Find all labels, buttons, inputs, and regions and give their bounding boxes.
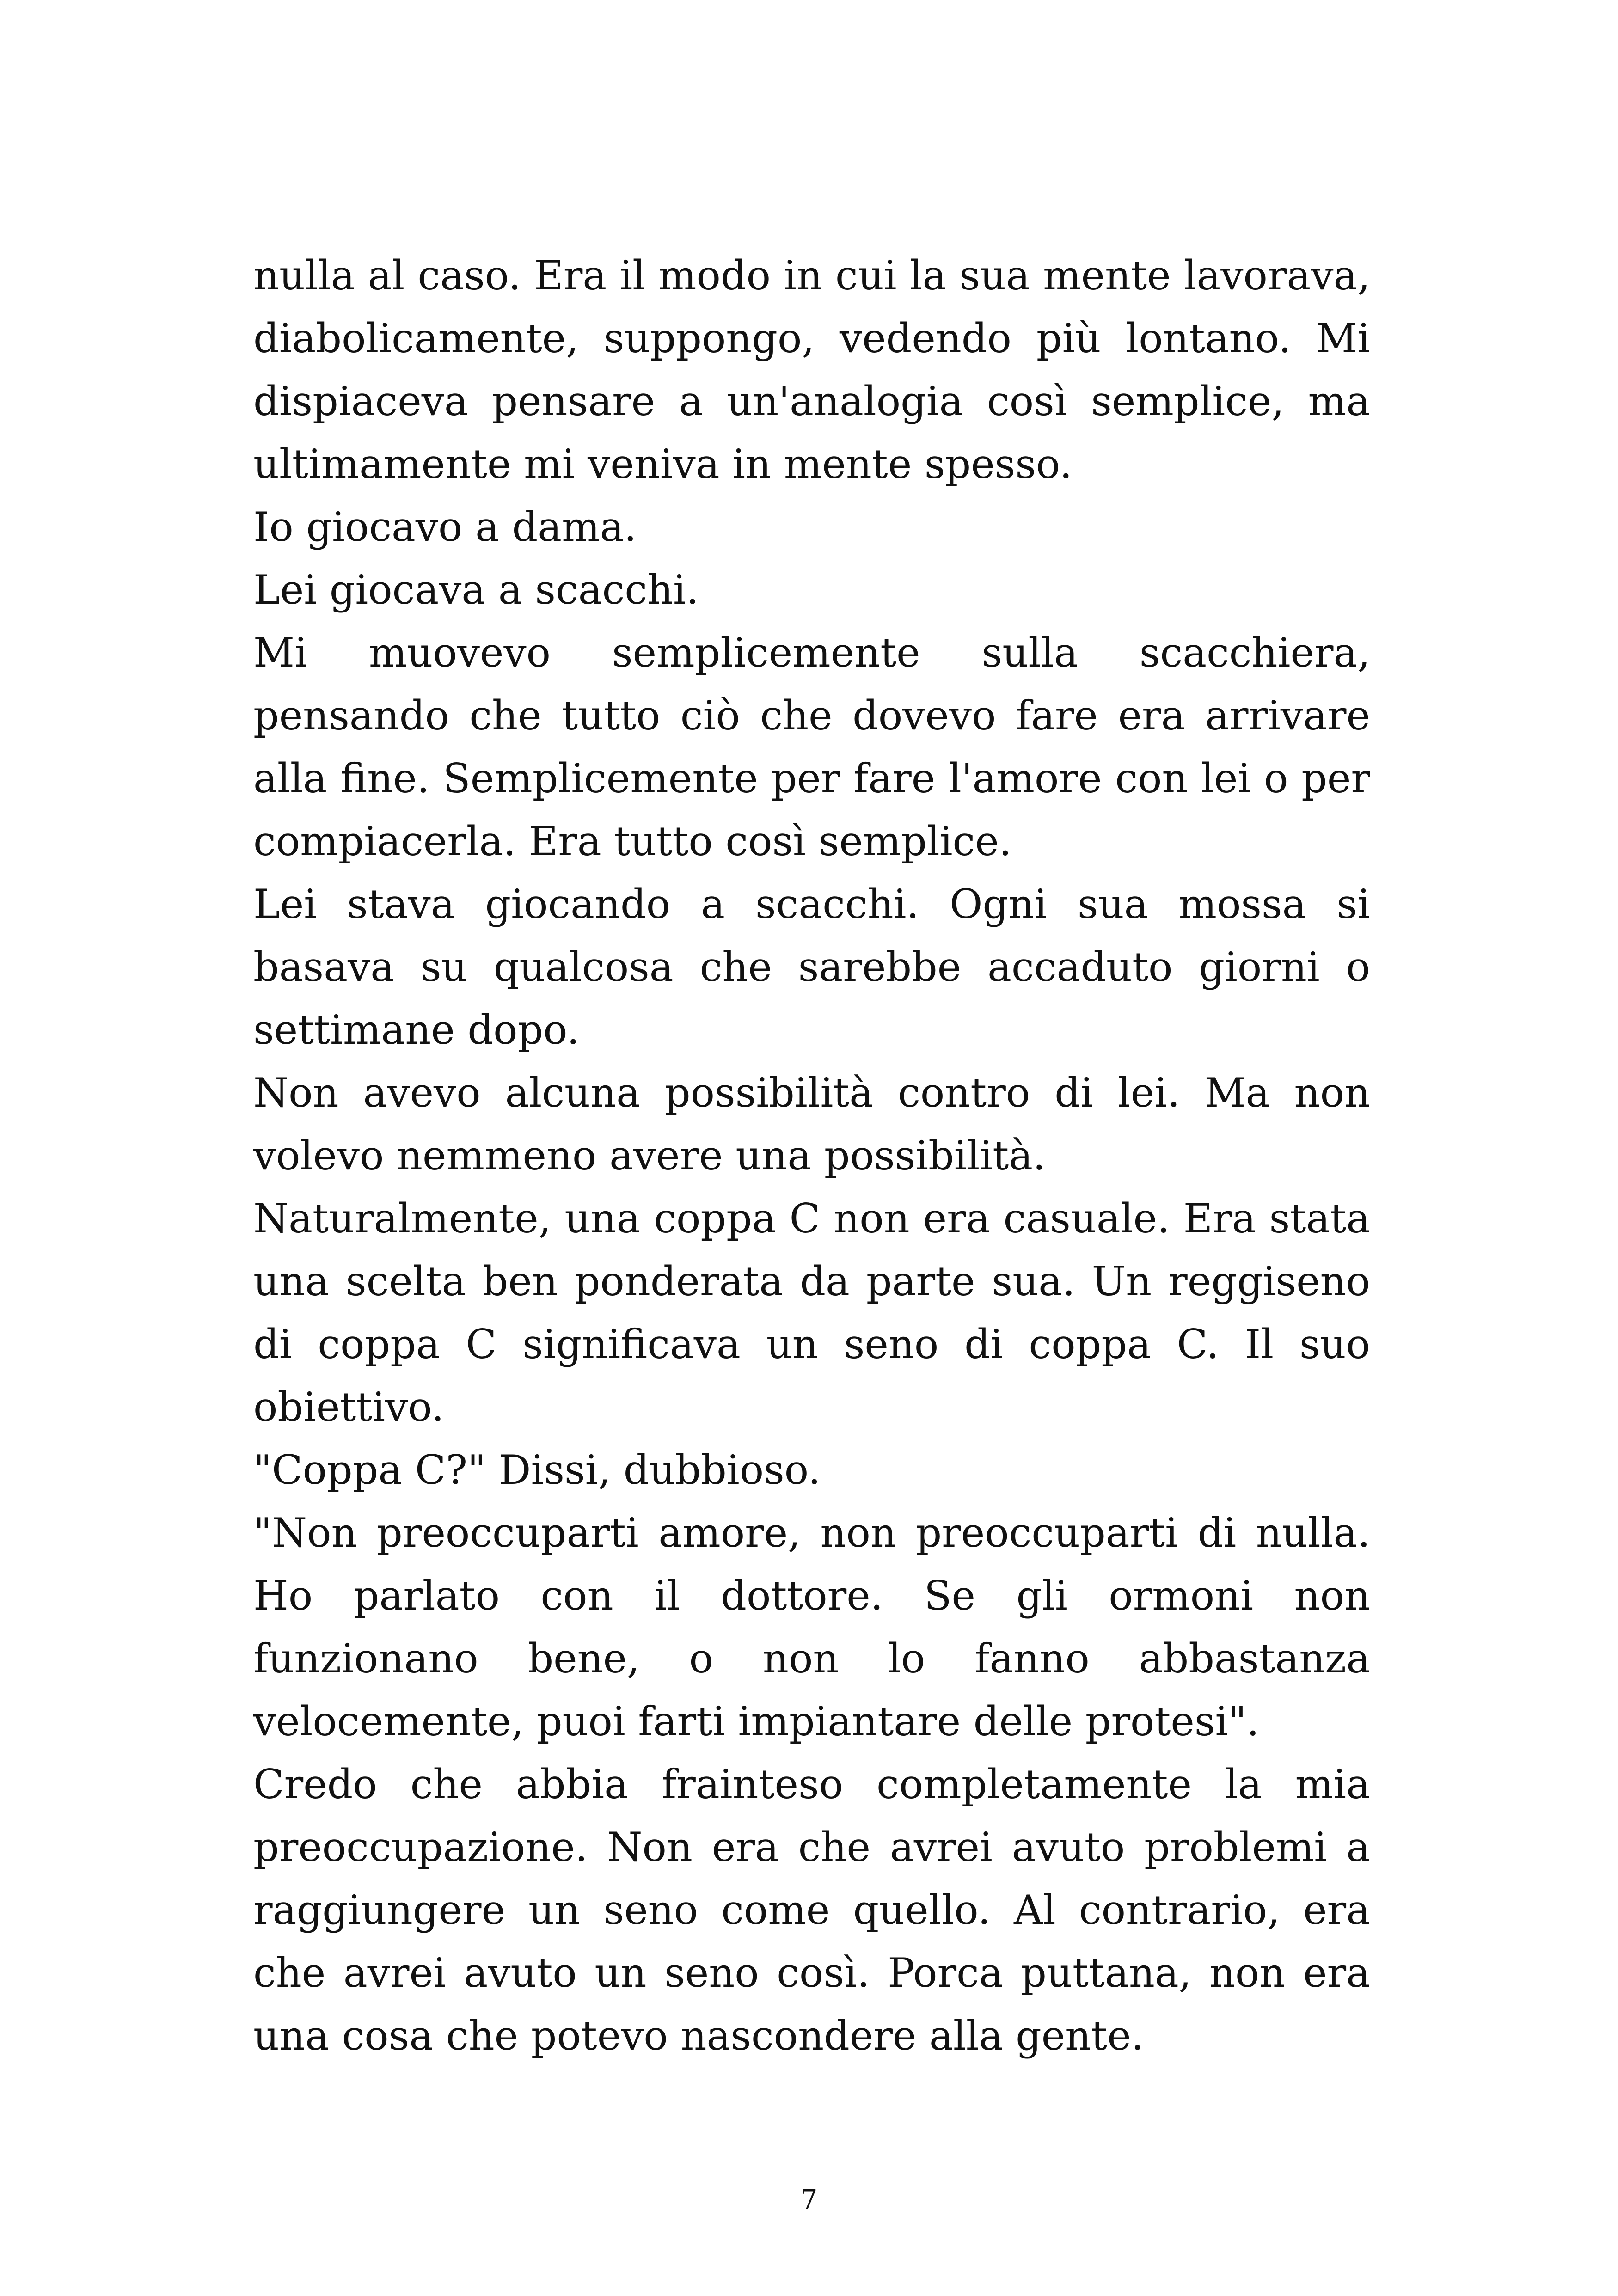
paragraph: "Coppa C?" Dissi, dubbioso. [253,1446,821,1494]
paragraph: Naturalmente, una coppa C non era casuale. Era stata una scelta ben ponderata da parte sua. Un reggiseno di coppa C significava un seno di coppa C. Il suo obiettivo. [253,1195,1370,1431]
paragraph: Non avevo alcuna possibilità contro di lei. Ma non volevo nemmeno avere una possibilità. [253,1069,1370,1179]
paragraph: Credo che abbia frainteso completamente la mia preoccupazione. Non era che avrei avuto problemi a raggiungere un seno come quello. Al contrario, era che avrei avuto un seno così. Porca puttana, non era una cosa che potevo nascondere alla gente. [253,1761,1370,2059]
paragraph: "Non preoccuparti amore, non preoccuparti di nulla. Ho parlato con il dottore. Se gli ormoni non funzionano bene, o non lo fanno abbastanza velocemente, puoi farti impiantare delle protesi". [253,1509,1370,1745]
paragraph: Mi muovevo semplicemente sulla scacchiera, pensando che tutto ciò che dovevo fare era arrivare alla fine. Semplicemente per fare l'amore con lei o per compiacerla. Era tutto così semplice. [253,629,1370,865]
paragraph: Lei stava giocando a scacchi. Ogni sua mossa si basava su qualcosa che sarebbe accaduto giorni o settimane dopo. [253,881,1370,1053]
body-text [253,244,1370,2067]
paragraph: Lei giocava a scacchi. [253,566,699,613]
paragraph: nulla al caso. Era il modo in cui la sua mente lavorava, diabolicamente, suppongo, vedendo più lontano. Mi dispiaceva pensare a un'analogia così semplice, ma ultimamente mi veniva in mente spesso. [253,252,1370,488]
paragraph: Io giocavo a dama. [253,503,637,551]
page-number: 7 [800,2184,818,2215]
